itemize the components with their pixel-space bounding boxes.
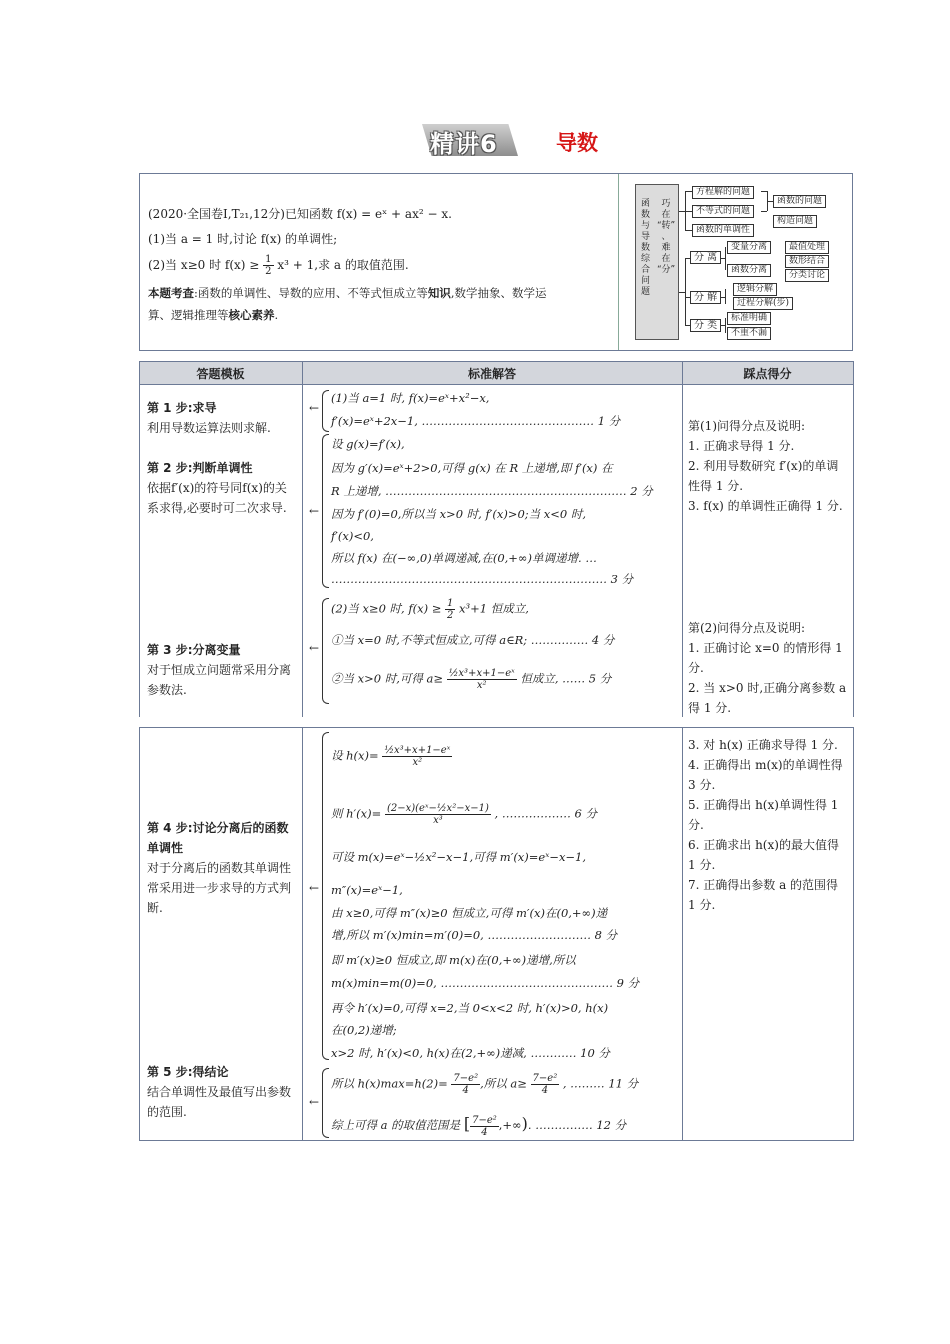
sol-5b-post: …………… 12 分 (535, 1118, 627, 1132)
step-5 (147, 1062, 297, 1122)
step-2-title: 第 2 步:判断单调性 (147, 461, 253, 475)
problem-line-1: (2020·全国卷Ⅰ,T₂₁,12分)已知函数 f(x) = eˣ + ax² − x. (148, 207, 452, 221)
sol-3c-post: 恒成立, …… 5 分 (520, 671, 612, 686)
sol-4g: 即 m′(x)≥0 恒成立,即 m(x)在(0,+∞)递增,所以 (331, 953, 576, 967)
problem-statement (140, 174, 619, 350)
sol-5a-post: , ……… 11 分 (562, 1076, 639, 1091)
mm-no-overlap: 不重不漏 (727, 327, 771, 340)
exam-end: . (274, 308, 279, 322)
sol-5b-pre: 综上可得 a 的取值范围是 (331, 1118, 461, 1132)
frac-num: (2−x)(eˣ−½x²−x−1) (386, 803, 489, 814)
step-3 (147, 640, 297, 700)
header-solution: 标准解答 (302, 361, 682, 385)
header-scoring: 踩点得分 (682, 361, 853, 385)
root-char: 在 (661, 254, 671, 264)
frac-num: ½x³+x+1−eˣ (448, 668, 515, 679)
mm-connector (685, 191, 692, 192)
step-3-title: 第 3 步:分离变量 (147, 643, 241, 657)
root-column-2 (640, 199, 651, 298)
arrow-icon: ← (309, 504, 320, 518)
root2-char: 合 (640, 265, 650, 275)
mm-connector (685, 211, 692, 212)
problem-line-2: (1)当 a = 1 时,讨论 f(x) 的单调性; (148, 232, 338, 246)
mm-fenlei: 分 类 (690, 319, 721, 332)
exam-core: 核心素养 (228, 308, 275, 322)
table-border (139, 727, 140, 1140)
sol-5a-fraction (451, 1073, 480, 1096)
sol-2c: R 上递增, ……………………………………………………… 2 分 (331, 484, 653, 498)
sol-4h: m(x)min=m(0)=0, ……………………………………… 9 分 (331, 976, 640, 990)
step-4-desc: 对于分离后的函数其单调性常采用进一步求导的方式判断. (147, 861, 292, 915)
fraction-denominator: 2 (265, 266, 272, 277)
sol-4b-pre: 则 h′(x)= (331, 806, 382, 821)
sol-5b: 综上可得 a 的取值范围是 [ $\frac{\text{7−e²}}{4}$ ,+∞). …………… 12 分 (331, 1114, 627, 1138)
arrow-icon: ← (309, 401, 320, 415)
sol-4b (331, 803, 597, 826)
sol-3b: ①当 x=0 时,不等式恒成立,可得 a∈R; …………… 4 分 (331, 633, 615, 647)
header-template: 答题模板 (139, 361, 302, 385)
problem-line-3 (148, 254, 409, 277)
mm-item-inequality: 不等式的问题 (692, 205, 754, 218)
mm-connector (761, 211, 767, 212)
sol-5b-fraction (470, 1115, 499, 1138)
frac-num: 1 (447, 598, 454, 609)
table-border (853, 361, 854, 717)
brace (322, 434, 329, 588)
mm-item-monotonic: 函数的单调性 (692, 224, 754, 237)
root-char: 巧 (661, 199, 671, 209)
scoring-line: 2. 利用导数研究 f′(x)的单调性得 1 分. (688, 459, 839, 493)
scoring-line: 6. 正确求出 h(x)的最大值得 1 分. (688, 838, 839, 872)
sol-3a-pre: (2)当 x≥0 时, f(x) ≥ (331, 601, 442, 616)
frac-den: 4 (462, 1085, 469, 1096)
step-5-title: 第 5 步:得结论 (147, 1065, 229, 1079)
exam-knowledge: 知识 (427, 286, 451, 300)
table-border (139, 361, 140, 717)
root2-char: 导 (640, 232, 650, 242)
scoring-line: 7. 正确得出参数 a 的范围得 1 分. (688, 878, 839, 912)
scoring-line: 1. 正确讨论 x=0 的情形得 1 分. (688, 641, 843, 675)
sol-3a (331, 598, 529, 621)
mm-function-split: 函数分离 (727, 264, 771, 277)
sol-5a-mid: ,所以 a≥ (480, 1076, 527, 1091)
sol-4b-fraction (385, 803, 491, 826)
scoring-line: 4. 正确得出 m(x)的单调性得 3 分. (688, 758, 843, 792)
problem-fraction (263, 254, 273, 277)
table-border (139, 727, 854, 728)
problem-line-3-pre: (2)当 x≥0 时 f(x) ≥ (148, 258, 264, 272)
mm-connector (725, 247, 726, 270)
mm-connector (725, 318, 726, 333)
arrow-icon: ← (309, 1095, 320, 1109)
root-char: “转” (656, 221, 676, 231)
root2-char: 数 (640, 210, 650, 220)
frac-den: 4 (481, 1126, 488, 1138)
page-title: 精讲6 (430, 130, 498, 158)
frac-den: x² (476, 680, 487, 691)
step-1 (147, 398, 297, 438)
scoring-line: 3. 对 h(x) 正确求导得 1 分. (688, 738, 838, 752)
brace (322, 598, 329, 704)
scoring-part-3 (688, 735, 848, 915)
root2-char: 综 (640, 254, 650, 264)
scoring-part-2 (688, 618, 848, 718)
root2-char: 函 (640, 199, 650, 209)
page-subtitle: 导数 (556, 131, 598, 155)
mind-map (635, 184, 847, 340)
step-4-title: 第 4 步:讨论分离后的函数单调性 (147, 821, 289, 855)
root2-char: 问 (640, 276, 650, 286)
exam-text-3: 算、逻辑推理等 (148, 308, 229, 322)
sol-4e: 由 x≥0,可得 m″(x)≥0 恒成立,可得 m′(x)在(0,+∞)递 (331, 906, 608, 920)
scoring-line: 2. 当 x>0 时,正确分离参数 a 得 1 分. (688, 681, 847, 715)
step-3-desc: 对于恒成立问题常采用分离参数法. (147, 663, 292, 697)
table-border (302, 361, 303, 717)
sol-4d: m″(x)=eˣ−1, (331, 883, 403, 897)
sol-1a: (1)当 a=1 时, f(x)=eˣ+x²−x, (331, 391, 490, 405)
step-1-desc: 利用导数运算法则求解. (147, 421, 271, 435)
sol-5a-pre: 所以 h(x)max=h(2)= (331, 1076, 448, 1091)
sol-3a-fraction (445, 598, 455, 621)
brace (322, 1068, 329, 1138)
sol-4f: 增,所以 m′(x)min=m′(0)=0, ……………………… 8 分 (331, 928, 618, 942)
scoring-line: 1. 正确求导得 1 分. (688, 439, 795, 453)
mm-variable-split: 变量分离 (727, 241, 771, 254)
mm-item-equation: 方程解的问题 (692, 186, 754, 199)
sol-3c-pre: ②当 x>0 时,可得 a≥ (331, 671, 444, 686)
sol-3a-post: x³+1 恒成立, (459, 601, 529, 616)
arrow-icon: ← (309, 641, 320, 655)
exam-points (148, 285, 547, 301)
frac-num: 7−e² (453, 1073, 479, 1084)
step-1-title: 第 1 步:求导 (147, 401, 217, 415)
root-char: “分” (656, 265, 676, 275)
step-5-desc: 结合单调性及最值写出参数的范围. (147, 1085, 292, 1119)
sol-4c: 可设 m(x)=eˣ−½x²−x−1,可得 m′(x)=eˣ−x−1, (331, 850, 587, 864)
step-2-desc: 依据f′(x)的符号同f(x)的关系求得,必要时可二次求导. (147, 481, 287, 515)
scoring-line: 5. 正确得出 h(x)单调性得 1 分. (688, 798, 839, 832)
mm-process-split: 过程分解(步) (733, 297, 793, 310)
sol-4j: 在(0,2)递增; (331, 1023, 397, 1037)
frac-den: x³ (433, 815, 443, 826)
root2-char: 与 (640, 221, 650, 231)
scoring-line: 3. f(x) 的单调性正确得 1 分. (688, 499, 843, 513)
sol-2b: 因为 g′(x)=eˣ+2>0,可得 g(x) 在 R 上递增,即 f′(x) 在 (331, 461, 613, 475)
brace (322, 390, 329, 432)
mm-shape-number: 数形结合 (785, 255, 829, 268)
scoring-line: 第(2)问得分点及说明: (688, 621, 806, 635)
mm-fenli: 分 离 (690, 251, 721, 264)
sol-5a (331, 1073, 638, 1096)
sol-4k: x>2 时, h′(x)<0, h(x)在(2,+∞)递减, ………… 10 分 (331, 1046, 610, 1060)
table-border (139, 1140, 854, 1141)
frac-num: ½x³+x+1−eˣ (384, 745, 451, 756)
step-2 (147, 458, 297, 518)
sol-4a (331, 745, 452, 768)
mm-fenjie: 分 解 (690, 291, 721, 304)
table-border (302, 727, 303, 1140)
sol-1b: f′(x)=eˣ+2x−1, ……………………………………… 1 分 (331, 414, 621, 428)
sol-4i: 再令 h′(x)=0,可得 x=2,当 0<x<2 时, h′(x)>0, h(x) (331, 1001, 609, 1015)
scoring-part-1 (688, 416, 848, 516)
mind-map-root (635, 184, 679, 340)
mm-extreme: 最值处理 (785, 241, 829, 254)
sol-4b-post: , ……………… 6 分 (494, 806, 597, 821)
table-border (853, 727, 854, 1140)
scoring-line: 第(1)问得分点及说明: (688, 419, 806, 433)
table-border (682, 727, 683, 1140)
root2-char: 数 (640, 243, 650, 253)
mm-case-discussion: 分类讨论 (785, 269, 829, 282)
frac-den: x² (412, 757, 423, 768)
frac-den: 2 (447, 610, 454, 621)
root2-char: 题 (640, 287, 650, 297)
step-4 (147, 818, 297, 918)
frac-num: 7−e² (472, 1114, 497, 1126)
sol-3c (331, 668, 611, 691)
interval-tail: ,+∞ (498, 1118, 522, 1132)
sol-4a-pre: 设 h(x)= (331, 748, 379, 763)
arrow-icon: ← (309, 881, 320, 895)
fraction-numerator: 1 (265, 254, 272, 265)
sol-3c-fraction (447, 668, 517, 691)
exam-text-1: :函数的单调性、导数的应用、不等式恒成立等 (194, 286, 428, 300)
sol-2f: 所以 f(x) 在(−∞,0)单调递减,在(0,+∞)单调递增. … (331, 551, 597, 565)
sol-2a: 设 g(x)=f′(x), (331, 437, 405, 451)
sol-4a-fraction (382, 745, 452, 768)
exam-points-2 (148, 307, 278, 323)
bracket-close: ) (521, 1114, 528, 1133)
mm-connector (725, 289, 726, 304)
sol-2g: ……………………………………………………………… 3 分 (331, 572, 634, 586)
problem-line-3-post: x³ + 1,求 a 的取值范围. (277, 258, 409, 272)
frac-num: 7−e² (532, 1073, 558, 1084)
exam-label: 本题考查 (148, 286, 194, 300)
table-border (682, 361, 683, 717)
mm-connector (685, 258, 686, 325)
root-column-1 (655, 199, 677, 276)
sol-5a-fraction-2 (531, 1073, 560, 1096)
frac-den: 4 (541, 1085, 549, 1096)
bracket-open: [ (463, 1114, 471, 1133)
brace (322, 732, 329, 1060)
root-char: 、 (661, 232, 671, 242)
mm-function-problem: 函数的问题 (773, 195, 826, 208)
mm-clear-standard: 标准明确 (727, 312, 771, 325)
mm-connector (685, 230, 692, 231)
exam-text-2: ,数学抽象、数学运 (450, 286, 547, 300)
root-char: 难 (661, 243, 671, 253)
mm-logic-split: 逻辑分解 (733, 283, 777, 296)
root-char: 在 (661, 210, 671, 220)
sol-2d: 因为 f′(0)=0,所以当 x>0 时, f′(x)>0;当 x<0 时, (331, 507, 587, 521)
sol-2e: f′(x)<0, (331, 529, 374, 543)
mm-construct-problem: 构造问题 (773, 215, 817, 228)
